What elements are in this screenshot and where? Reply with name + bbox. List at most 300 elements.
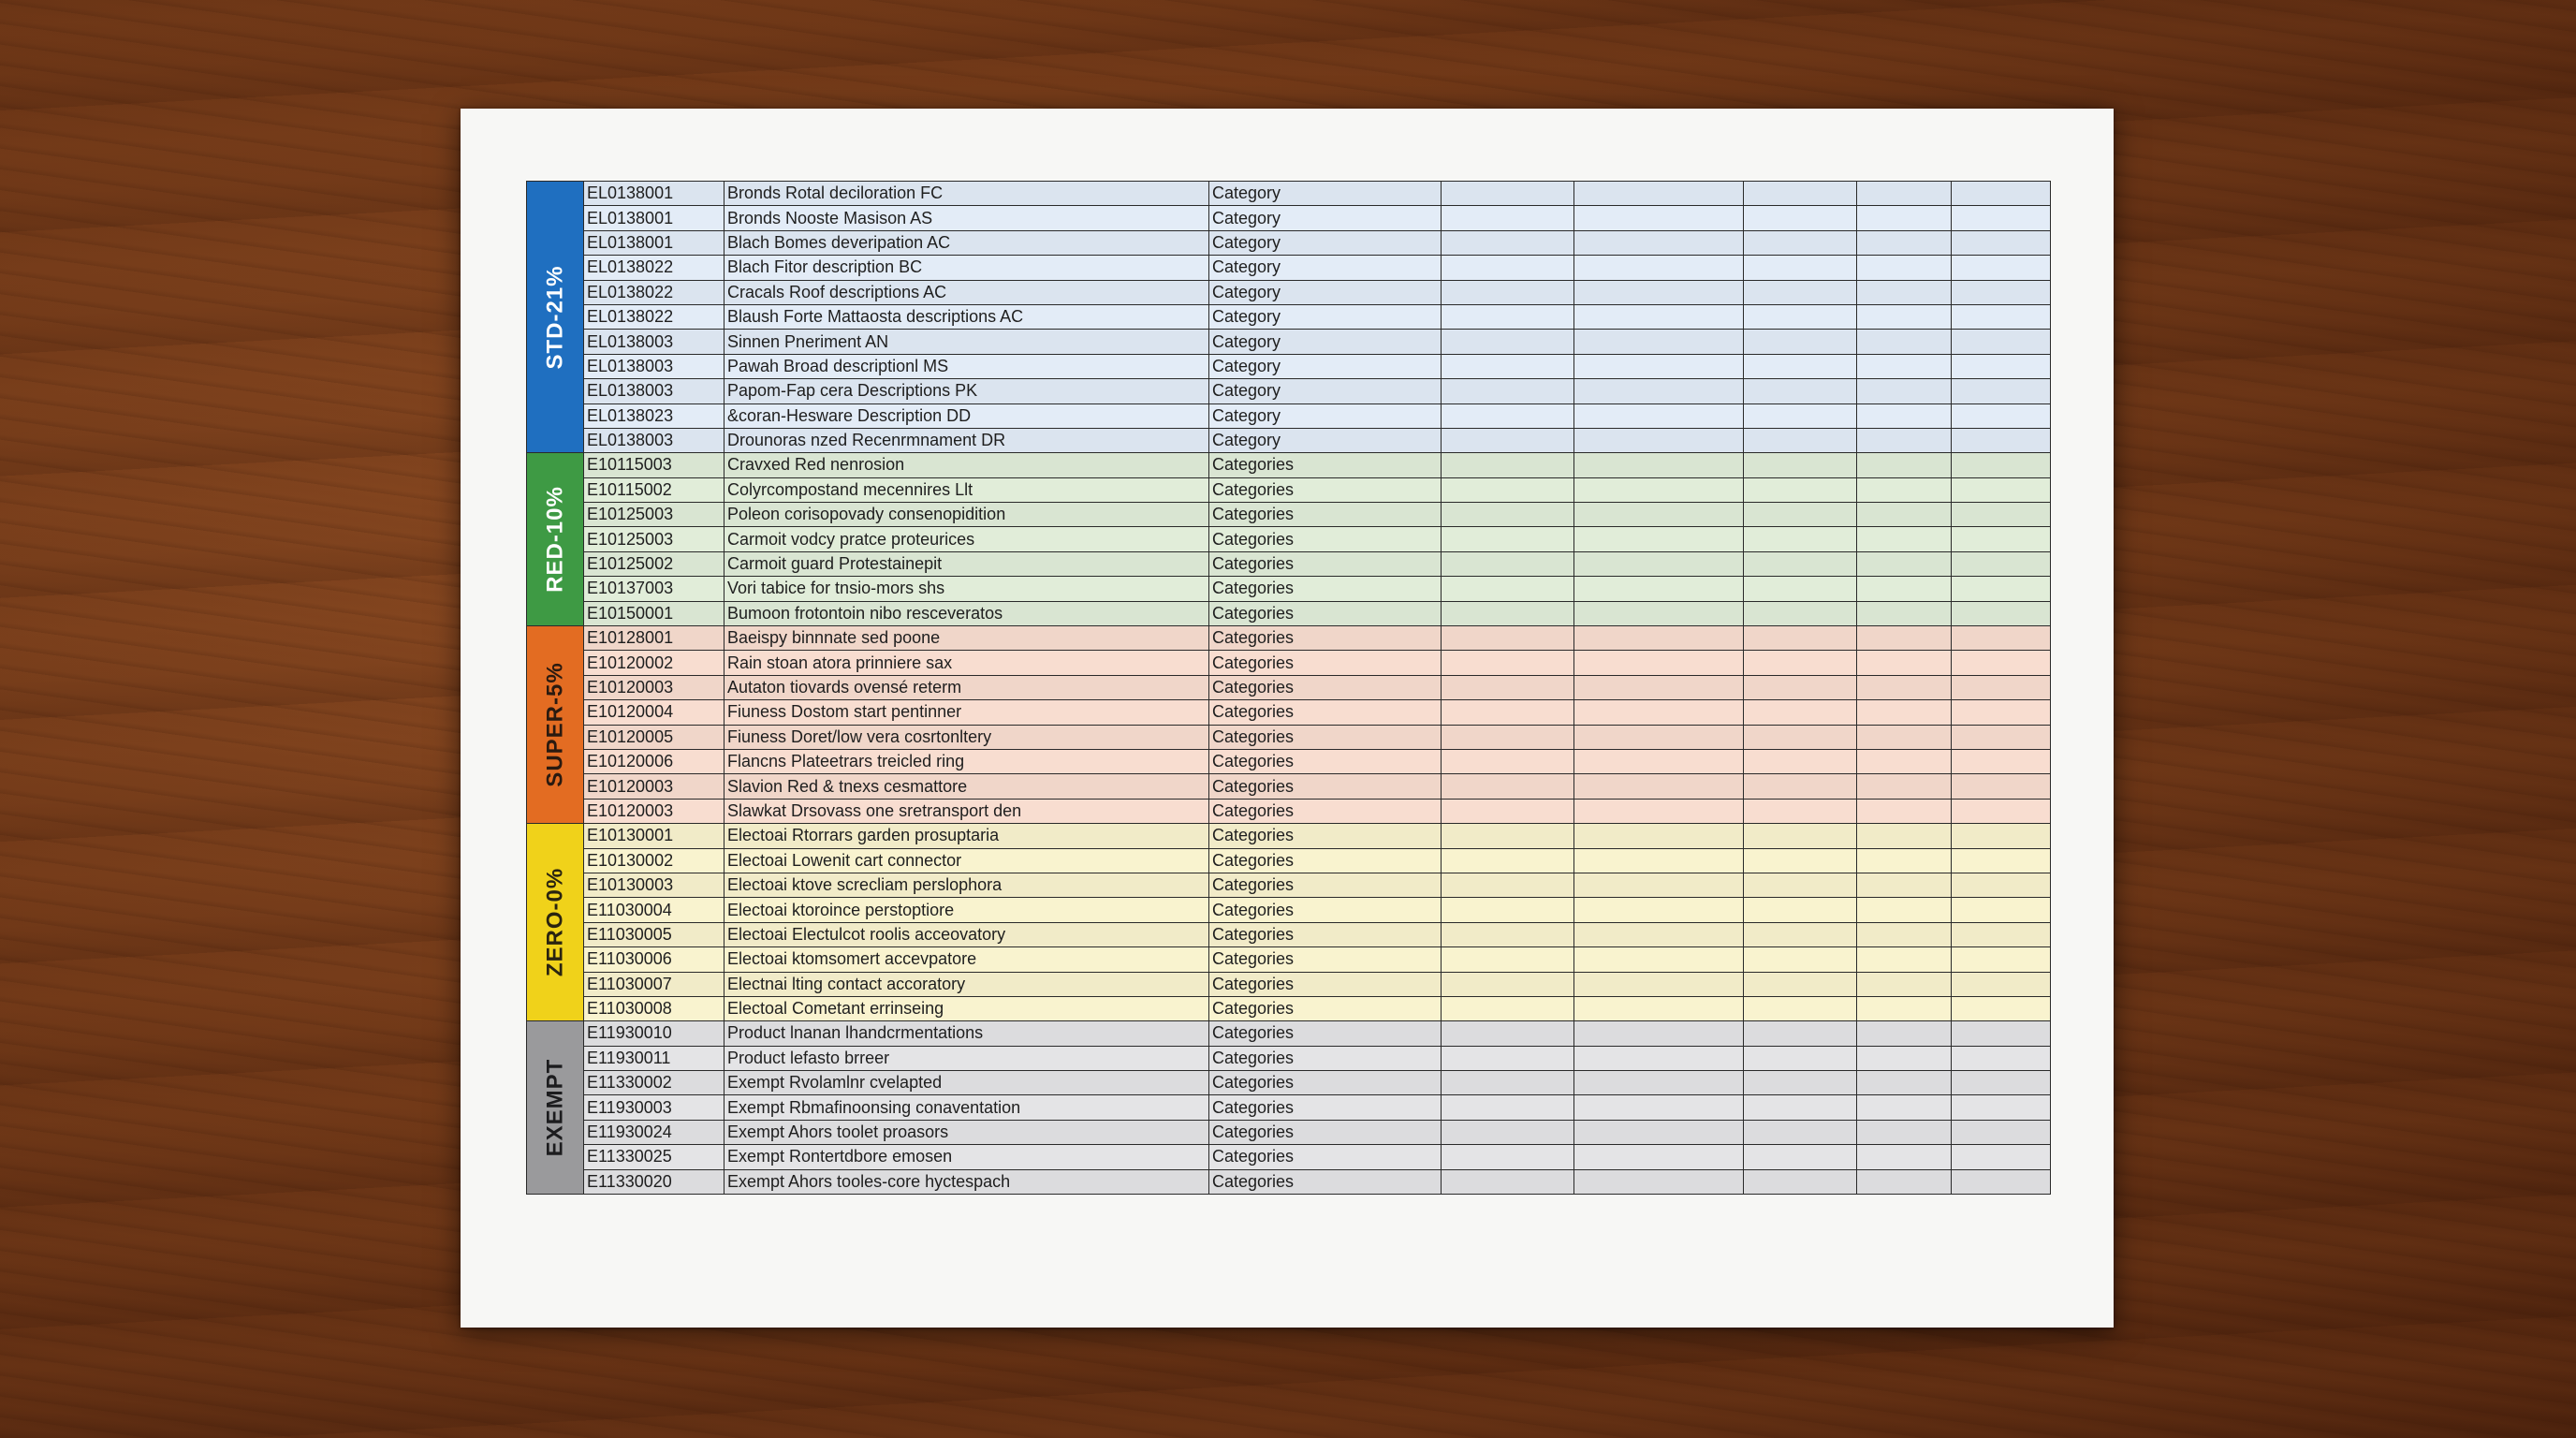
empty-cell: [1442, 330, 1574, 354]
table-row: [527, 824, 2051, 848]
empty-cell: [1857, 527, 1952, 551]
empty-cell: [1442, 1169, 1574, 1194]
empty-cell: [1442, 824, 1574, 848]
empty-cell: [1574, 527, 1744, 551]
category-cell: Categories: [1209, 1046, 1442, 1070]
empty-cell: [1744, 1095, 1857, 1120]
description-cell: Drounoras nzed Recenrmnament DR: [724, 428, 1209, 452]
empty-cell: [1952, 700, 2051, 725]
category-cell: Categories: [1209, 700, 1442, 725]
group-band: [527, 824, 584, 1021]
empty-cell: [1574, 1046, 1744, 1070]
table-row: [527, 922, 2051, 946]
empty-cell: [1744, 922, 1857, 946]
category-cell: Category: [1209, 428, 1442, 452]
description-cell: Exempt Rontertdbore emosen: [724, 1145, 1209, 1169]
empty-cell: [1744, 453, 1857, 477]
empty-cell: [1857, 626, 1952, 651]
empty-cell: [1744, 477, 1857, 502]
empty-cell: [1857, 898, 1952, 922]
table-row: [527, 749, 2051, 773]
empty-cell: [1574, 1169, 1744, 1194]
empty-cell: [1952, 280, 2051, 304]
empty-cell: [1952, 922, 2051, 946]
empty-cell: [1574, 848, 1744, 873]
description-cell: Electnai lting contact accoratory: [724, 972, 1209, 996]
empty-cell: [1857, 824, 1952, 848]
empty-cell: [1442, 749, 1574, 773]
empty-cell: [1857, 330, 1952, 354]
category-cell: Category: [1209, 379, 1442, 404]
empty-cell: [1442, 972, 1574, 996]
empty-cell: [1442, 1046, 1574, 1070]
empty-cell: [1574, 379, 1744, 404]
empty-cell: [1952, 1120, 2051, 1144]
empty-cell: [1857, 230, 1952, 255]
description-cell: Exempt Ahors toolet proasors: [724, 1120, 1209, 1144]
empty-cell: [1744, 503, 1857, 527]
group-band-label: EXEMPT: [542, 1058, 568, 1157]
item-code-cell: E10120003: [584, 799, 724, 823]
table-row: [527, 848, 2051, 873]
category-cell: Category: [1209, 304, 1442, 329]
item-code-cell: EL0138022: [584, 304, 724, 329]
empty-cell: [1442, 922, 1574, 946]
description-cell: Pawah Broad descriptionl MS: [724, 354, 1209, 378]
empty-cell: [1857, 1095, 1952, 1120]
item-code-cell: E11030007: [584, 972, 724, 996]
empty-cell: [1952, 799, 2051, 823]
empty-cell: [1442, 304, 1574, 329]
empty-cell: [1442, 774, 1574, 799]
description-cell: Blach Bomes deveripation AC: [724, 230, 1209, 255]
item-code-cell: E11330020: [584, 1169, 724, 1194]
description-cell: Electoai ktomsomert accevpatore: [724, 947, 1209, 972]
category-cell: Categories: [1209, 922, 1442, 946]
empty-cell: [1952, 379, 2051, 404]
empty-cell: [1744, 626, 1857, 651]
empty-cell: [1952, 1169, 2051, 1194]
empty-cell: [1857, 1169, 1952, 1194]
empty-cell: [1442, 651, 1574, 675]
empty-cell: [1442, 477, 1574, 502]
empty-cell: [1442, 206, 1574, 230]
empty-cell: [1442, 626, 1574, 651]
empty-cell: [1952, 774, 2051, 799]
table-row: [527, 626, 2051, 651]
empty-cell: [1857, 256, 1952, 280]
category-cell: Category: [1209, 256, 1442, 280]
table-row: [527, 601, 2051, 625]
empty-cell: [1574, 256, 1744, 280]
category-cell: Categories: [1209, 799, 1442, 823]
category-cell: Categories: [1209, 1120, 1442, 1144]
description-cell: Product lnanan lhandcrmentations: [724, 1021, 1209, 1046]
item-code-cell: E10115003: [584, 453, 724, 477]
category-cell: Category: [1209, 206, 1442, 230]
empty-cell: [1857, 428, 1952, 452]
empty-cell: [1744, 651, 1857, 675]
empty-cell: [1744, 1021, 1857, 1046]
description-cell: Baeispy binnnate sed poone: [724, 626, 1209, 651]
table-row: [527, 1046, 2051, 1070]
empty-cell: [1744, 304, 1857, 329]
empty-cell: [1442, 577, 1574, 601]
empty-cell: [1442, 848, 1574, 873]
item-code-cell: EL0138022: [584, 280, 724, 304]
empty-cell: [1952, 749, 2051, 773]
empty-cell: [1857, 947, 1952, 972]
item-code-cell: EL0138001: [584, 230, 724, 255]
category-cell: Categories: [1209, 675, 1442, 699]
table-row: [527, 947, 2051, 972]
item-code-cell: E10125003: [584, 527, 724, 551]
empty-cell: [1442, 1145, 1574, 1169]
item-code-cell: EL0138003: [584, 330, 724, 354]
empty-cell: [1952, 1095, 2051, 1120]
table-row: [527, 256, 2051, 280]
empty-cell: [1442, 551, 1574, 576]
empty-cell: [1744, 947, 1857, 972]
category-cell: Categories: [1209, 873, 1442, 897]
empty-cell: [1442, 799, 1574, 823]
empty-cell: [1574, 551, 1744, 576]
description-cell: Bronds Rotal deciloration FC: [724, 182, 1209, 206]
description-cell: Cravxed Red nenrosion: [724, 453, 1209, 477]
empty-cell: [1952, 477, 2051, 502]
empty-cell: [1574, 774, 1744, 799]
table-row: [527, 1095, 2051, 1120]
empty-cell: [1857, 675, 1952, 699]
category-cell: Categories: [1209, 947, 1442, 972]
item-code-cell: E10130002: [584, 848, 724, 873]
empty-cell: [1442, 453, 1574, 477]
group-band-label: ZERO-0%: [542, 868, 568, 977]
empty-cell: [1744, 1046, 1857, 1070]
empty-cell: [1744, 725, 1857, 749]
empty-cell: [1574, 996, 1744, 1020]
empty-cell: [1442, 1095, 1574, 1120]
empty-cell: [1952, 675, 2051, 699]
item-code-cell: EL0138022: [584, 256, 724, 280]
empty-cell: [1857, 774, 1952, 799]
empty-cell: [1442, 873, 1574, 897]
category-cell: Categories: [1209, 972, 1442, 996]
description-cell: Electoai ktove screcliam perslophora: [724, 873, 1209, 897]
empty-cell: [1574, 601, 1744, 625]
item-code-cell: E10115002: [584, 477, 724, 502]
empty-cell: [1442, 996, 1574, 1020]
empty-cell: [1952, 330, 2051, 354]
table-row: [527, 304, 2051, 329]
item-code-cell: EL0138001: [584, 182, 724, 206]
table-row: [527, 651, 2051, 675]
empty-cell: [1744, 996, 1857, 1020]
description-cell: Sinnen Pneriment AN: [724, 330, 1209, 354]
description-cell: Electoai ktoroince perstoptiore: [724, 898, 1209, 922]
empty-cell: [1442, 182, 1574, 206]
table-row: [527, 700, 2051, 725]
category-cell: Categories: [1209, 503, 1442, 527]
empty-cell: [1857, 379, 1952, 404]
empty-cell: [1857, 404, 1952, 428]
item-code-cell: EL0138023: [584, 404, 724, 428]
table-row: [527, 330, 2051, 354]
tax-category-table: [526, 181, 2051, 1195]
description-cell: &coran-Hesware Description DD: [724, 404, 1209, 428]
category-cell: Categories: [1209, 749, 1442, 773]
empty-cell: [1442, 379, 1574, 404]
empty-cell: [1952, 972, 2051, 996]
empty-cell: [1857, 280, 1952, 304]
empty-cell: [1574, 503, 1744, 527]
empty-cell: [1574, 972, 1744, 996]
category-cell: Categories: [1209, 824, 1442, 848]
empty-cell: [1952, 404, 2051, 428]
empty-cell: [1857, 700, 1952, 725]
category-cell: Categories: [1209, 577, 1442, 601]
empty-cell: [1952, 230, 2051, 255]
empty-cell: [1952, 304, 2051, 329]
item-code-cell: E10137003: [584, 577, 724, 601]
description-cell: Product lefasto brreer: [724, 1046, 1209, 1070]
empty-cell: [1952, 503, 2051, 527]
item-code-cell: E10120003: [584, 675, 724, 699]
empty-cell: [1744, 898, 1857, 922]
empty-cell: [1857, 1120, 1952, 1144]
table-row: [527, 404, 2051, 428]
empty-cell: [1857, 799, 1952, 823]
description-cell: Colyrcompostand mecennires Llt: [724, 477, 1209, 502]
table-row: [527, 996, 2051, 1020]
empty-cell: [1442, 1120, 1574, 1144]
category-cell: Categories: [1209, 1169, 1442, 1194]
item-code-cell: E10130003: [584, 873, 724, 897]
empty-cell: [1442, 404, 1574, 428]
item-code-cell: E10125002: [584, 551, 724, 576]
empty-cell: [1952, 182, 2051, 206]
empty-cell: [1857, 304, 1952, 329]
group-band: [527, 453, 584, 626]
category-cell: Category: [1209, 182, 1442, 206]
empty-cell: [1857, 1145, 1952, 1169]
description-cell: Blaush Forte Mattaosta descriptions AC: [724, 304, 1209, 329]
description-cell: Flancns Plateetrars treicled ring: [724, 749, 1209, 773]
empty-cell: [1744, 873, 1857, 897]
table-row: [527, 182, 2051, 206]
empty-cell: [1744, 1071, 1857, 1095]
empty-cell: [1442, 428, 1574, 452]
table-body: [527, 182, 2051, 1195]
empty-cell: [1574, 1071, 1744, 1095]
empty-cell: [1574, 626, 1744, 651]
description-cell: Bumoon frotontoin nibo resceveratos: [724, 601, 1209, 625]
empty-cell: [1952, 626, 2051, 651]
empty-cell: [1574, 651, 1744, 675]
empty-cell: [1744, 404, 1857, 428]
empty-cell: [1744, 700, 1857, 725]
empty-cell: [1744, 527, 1857, 551]
empty-cell: [1574, 725, 1744, 749]
empty-cell: [1744, 379, 1857, 404]
empty-cell: [1744, 749, 1857, 773]
empty-cell: [1952, 996, 2051, 1020]
empty-cell: [1857, 1046, 1952, 1070]
item-code-cell: E10120005: [584, 725, 724, 749]
empty-cell: [1857, 996, 1952, 1020]
description-cell: Bronds Nooste Masison AS: [724, 206, 1209, 230]
group-band-label: STD-21%: [542, 265, 568, 370]
empty-cell: [1857, 972, 1952, 996]
item-code-cell: E11930011: [584, 1046, 724, 1070]
table-row: [527, 1169, 2051, 1194]
empty-cell: [1574, 1120, 1744, 1144]
empty-cell: [1442, 700, 1574, 725]
item-code-cell: E11930024: [584, 1120, 724, 1144]
item-code-cell: E10125003: [584, 503, 724, 527]
table-row: [527, 230, 2051, 255]
category-cell: Category: [1209, 280, 1442, 304]
category-cell: Categories: [1209, 601, 1442, 625]
empty-cell: [1744, 774, 1857, 799]
empty-cell: [1952, 873, 2051, 897]
item-code-cell: E10150001: [584, 601, 724, 625]
category-cell: Category: [1209, 404, 1442, 428]
description-cell: Blach Fitor description BC: [724, 256, 1209, 280]
empty-cell: [1442, 256, 1574, 280]
empty-cell: [1952, 527, 2051, 551]
table-row: [527, 477, 2051, 502]
empty-cell: [1574, 873, 1744, 897]
item-code-cell: E11930010: [584, 1021, 724, 1046]
empty-cell: [1442, 1021, 1574, 1046]
empty-cell: [1857, 206, 1952, 230]
empty-cell: [1744, 230, 1857, 255]
category-cell: Categories: [1209, 651, 1442, 675]
category-cell: Category: [1209, 354, 1442, 378]
empty-cell: [1574, 453, 1744, 477]
empty-cell: [1857, 922, 1952, 946]
empty-cell: [1574, 477, 1744, 502]
category-cell: Categories: [1209, 725, 1442, 749]
empty-cell: [1744, 206, 1857, 230]
item-code-cell: E10130001: [584, 824, 724, 848]
empty-cell: [1857, 601, 1952, 625]
empty-cell: [1952, 1046, 2051, 1070]
item-code-cell: E10120003: [584, 774, 724, 799]
category-cell: Categories: [1209, 551, 1442, 576]
empty-cell: [1574, 304, 1744, 329]
description-cell: Slawkat Drsovass one sretransport den: [724, 799, 1209, 823]
description-cell: Fiuness Doret/low vera cosrtonltery: [724, 725, 1209, 749]
empty-cell: [1574, 182, 1744, 206]
description-cell: Carmoit vodcy pratce proteurices: [724, 527, 1209, 551]
category-cell: Categories: [1209, 477, 1442, 502]
empty-cell: [1952, 577, 2051, 601]
category-cell: Categories: [1209, 626, 1442, 651]
category-cell: Category: [1209, 230, 1442, 255]
description-cell: Rain stoan atora prinniere sax: [724, 651, 1209, 675]
empty-cell: [1952, 428, 2051, 452]
table-row: [527, 774, 2051, 799]
empty-cell: [1744, 428, 1857, 452]
empty-cell: [1857, 749, 1952, 773]
group-band: [527, 1021, 584, 1195]
empty-cell: [1744, 256, 1857, 280]
empty-cell: [1574, 824, 1744, 848]
empty-cell: [1442, 898, 1574, 922]
empty-cell: [1574, 1145, 1744, 1169]
empty-cell: [1952, 601, 2051, 625]
group-band-label: SUPER-5%: [542, 662, 568, 787]
empty-cell: [1574, 922, 1744, 946]
item-code-cell: EL0138003: [584, 379, 724, 404]
category-cell: Category: [1209, 330, 1442, 354]
group-band-label: RED-10%: [542, 486, 568, 594]
empty-cell: [1857, 354, 1952, 378]
empty-cell: [1442, 601, 1574, 625]
item-code-cell: E11930003: [584, 1095, 724, 1120]
empty-cell: [1857, 503, 1952, 527]
description-cell: Electoai Electulcot roolis acceovatory: [724, 922, 1209, 946]
empty-cell: [1744, 675, 1857, 699]
empty-cell: [1744, 1169, 1857, 1194]
empty-cell: [1574, 330, 1744, 354]
empty-cell: [1857, 873, 1952, 897]
category-cell: Categories: [1209, 1021, 1442, 1046]
category-cell: Categories: [1209, 527, 1442, 551]
empty-cell: [1442, 725, 1574, 749]
empty-cell: [1744, 824, 1857, 848]
item-code-cell: EL0138001: [584, 206, 724, 230]
empty-cell: [1574, 577, 1744, 601]
table-row: [527, 527, 2051, 551]
table-row: [527, 1145, 2051, 1169]
description-cell: Papom-Fap cera Descriptions PK: [724, 379, 1209, 404]
item-code-cell: E11330002: [584, 1071, 724, 1095]
empty-cell: [1744, 799, 1857, 823]
description-cell: Exempt Rbmafinoonsing conaventation: [724, 1095, 1209, 1120]
table-row: [527, 551, 2051, 576]
category-cell: Categories: [1209, 996, 1442, 1020]
group-band: [527, 182, 584, 453]
empty-cell: [1574, 206, 1744, 230]
empty-cell: [1952, 651, 2051, 675]
description-cell: Vori tabice for tnsio-mors shs: [724, 577, 1209, 601]
empty-cell: [1952, 551, 2051, 576]
item-code-cell: E10128001: [584, 626, 724, 651]
empty-cell: [1744, 354, 1857, 378]
description-cell: Exempt Ahors tooles-core hyctespach: [724, 1169, 1209, 1194]
empty-cell: [1952, 206, 2051, 230]
item-code-cell: E11030006: [584, 947, 724, 972]
empty-cell: [1744, 182, 1857, 206]
empty-cell: [1442, 527, 1574, 551]
description-cell: Exempt Rvolamlnr cvelapted: [724, 1071, 1209, 1095]
empty-cell: [1857, 1021, 1952, 1046]
empty-cell: [1857, 848, 1952, 873]
empty-cell: [1744, 551, 1857, 576]
table-row: [527, 379, 2051, 404]
empty-cell: [1744, 601, 1857, 625]
empty-cell: [1857, 182, 1952, 206]
item-code-cell: E11030004: [584, 898, 724, 922]
category-cell: Categories: [1209, 848, 1442, 873]
description-cell: Electoai Rtorrars garden prosuptaria: [724, 824, 1209, 848]
empty-cell: [1442, 354, 1574, 378]
empty-cell: [1857, 1071, 1952, 1095]
empty-cell: [1744, 577, 1857, 601]
